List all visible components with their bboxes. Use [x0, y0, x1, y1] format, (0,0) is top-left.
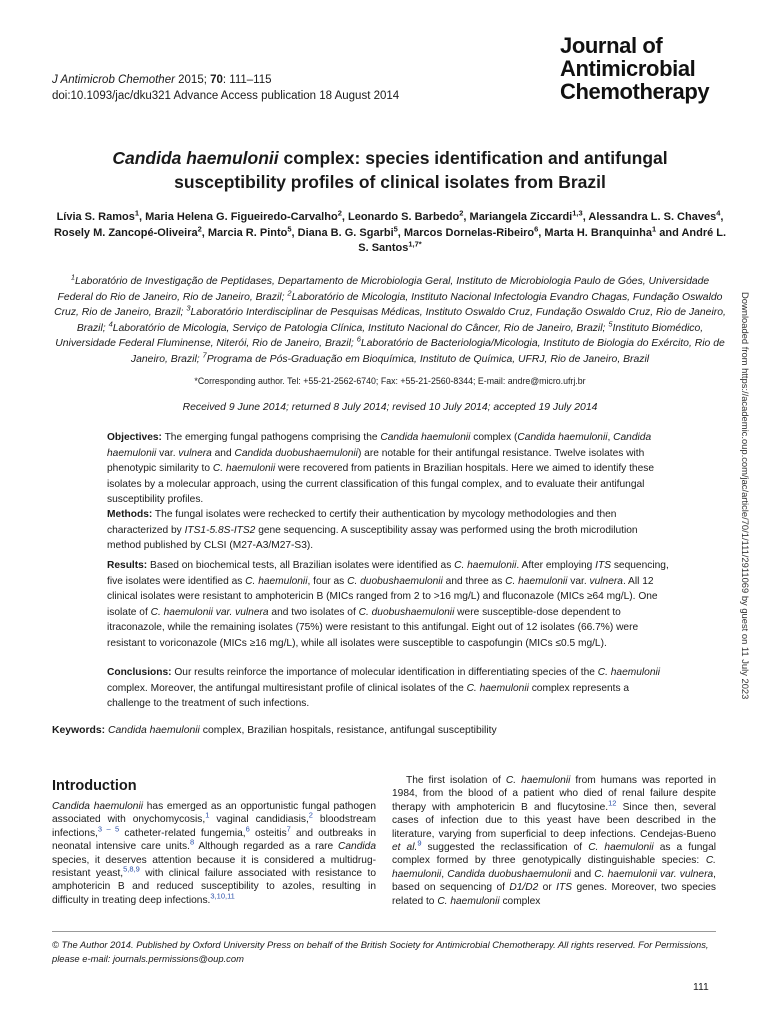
text-run: Based on biochemical tests, all Brazilian isolates were identified as: [147, 560, 455, 571]
author-separator: ,: [582, 211, 589, 223]
title-italic: Candida haemulonii: [112, 148, 279, 168]
text-run: var.: [567, 575, 590, 587]
text-run: complex. Moreover, the antifungal multiresistant profile of clinical isolates of the: [107, 682, 467, 694]
author-separator: ,: [397, 226, 404, 239]
text-run: were recovered from patients in Brazilian hospitals. Here we aimed to identify these isolates by a molecular approach, using the current classification of this fungal complex, and to evaluate their antifungal susceptibility profiles.: [107, 463, 655, 505]
author-name: Leonardo S. Barbedo: [347, 211, 460, 223]
text-run: vaginal candidiasis,: [209, 814, 309, 826]
italic-text: Candida haemulonii: [52, 801, 143, 812]
author-affiliation-mark: 1: [652, 223, 657, 233]
italic-text: ITS: [595, 560, 611, 571]
reference-link[interactable]: 1: [205, 811, 210, 821]
text-run: bloodstream infections,: [52, 814, 376, 839]
author-separator: ,: [720, 211, 724, 223]
text-run: complex: [499, 895, 541, 907]
journal-logo-line: Antimicrobial: [560, 56, 696, 81]
author-affiliation-mark: 2: [197, 223, 202, 233]
author-list: [52, 210, 728, 257]
italic-text: C. haemulonii var. vulnera: [150, 606, 269, 618]
affiliation-text: Instituto Biomédico, Universidade Federal Fluminense, Niterói, Rio de Janeiro, Brazil;: [55, 322, 704, 349]
italic-text: C. haemulonii: [505, 575, 568, 587]
journal-logo-line: Journal of: [560, 33, 663, 58]
italic-text: C. haemulonii: [245, 575, 308, 587]
italic-text: C. haemulonii: [454, 560, 517, 571]
corresponding-author: *Corresponding author. Tel: +55-21-2562-6740; Fax: +55-21-2560-8344; E-mail: andre@micro.ufrj.br: [194, 376, 586, 386]
text-run: gene sequencing. A susceptibility assay was performed using the broth microdilution method published by CLSI (M27-A3/M27-S3).: [107, 524, 638, 551]
text-run: or: [538, 882, 557, 894]
journal-logo-line: Chemotherapy: [560, 79, 710, 104]
italic-text: vulnera: [589, 575, 623, 587]
citation-pages: : 111–115: [222, 74, 272, 86]
author-separator: ,: [341, 211, 348, 223]
results-label: Results:: [107, 560, 148, 571]
italic-text: C. duobushaemulonii: [347, 575, 443, 587]
text-run: , based on sequencing of: [392, 868, 716, 894]
affiliation-text: Laboratório de Micologia, Instituto Nacional Infectologia Evandro Chagas, Fundação Oswaldo Cruz, Rio de Janeiro, Brazil;: [54, 291, 723, 318]
page-number: 111: [693, 982, 709, 993]
italic-text: C. haemulonii: [437, 895, 500, 907]
title-line2: susceptibility profiles of clinical isolates from Brazil: [174, 172, 606, 192]
text-run: The fungal isolates were rechecked to certify their authentication by mycology methodologies and then characterized by: [107, 509, 617, 536]
italic-text: ITS: [556, 882, 573, 894]
italic-text: C. haemulonii: [466, 682, 529, 694]
text-run: and two isolates of: [268, 606, 359, 618]
author-name: Marcia R. Pinto: [207, 226, 288, 239]
article-title: [52, 146, 728, 194]
author-name: Mariangela Ziccardi: [469, 211, 573, 223]
conclusions-text: [107, 667, 660, 709]
author-affiliation-mark: 6: [534, 223, 539, 233]
text-run: complex represents a challenge to the treatment of such infections.: [107, 682, 630, 709]
text-run: The emerging fungal pathogens comprising the: [161, 432, 381, 443]
author-name: Marta H. Branquinha: [544, 226, 652, 239]
affiliation-mark: 4: [108, 319, 113, 329]
journal-abbrev: J Antimicrob Chemother: [52, 74, 175, 86]
affiliation-mark: 1: [70, 272, 75, 282]
author-name: Alessandra L. S. Chaves: [588, 211, 717, 223]
text-run: osteitis: [249, 827, 287, 839]
affiliation-mark: 6: [356, 334, 361, 344]
abstract-results: [107, 558, 671, 651]
affiliations: [52, 274, 728, 367]
citation-line: [52, 72, 399, 88]
intro-column-left: [52, 800, 376, 907]
italic-text: Candida haemulonii: [517, 432, 608, 443]
abstract-methods: [107, 507, 671, 554]
italic-text: C. haemulonii: [392, 855, 716, 880]
citation-year: 2015;: [174, 74, 211, 86]
text-run: Since then, several cases of infection due to this yeast have been described in the literature, varying from superficial to deep infections. Cendejas-Bueno: [392, 801, 716, 840]
text-run: complex (: [470, 432, 518, 443]
italic-text: Candida haemulonii: [380, 432, 471, 443]
text-run: sequencing, five isolates were identified as: [107, 560, 669, 587]
text-run: ,: [607, 432, 614, 443]
italic-text: Candida haemulonii: [108, 725, 200, 736]
text-run: Our results reinforce the importance of molecular identification in differentiating species of the: [171, 667, 598, 678]
keywords-label: Keywords:: [52, 725, 106, 736]
text-run: ) are notable for their antifungal resistance. Twelve isolates with phenotypic similarity to: [107, 447, 645, 474]
author-affiliation-mark: 2: [459, 208, 464, 218]
italic-text: Candida duobushaemulonii: [447, 868, 572, 880]
author-affiliation-mark: 2: [337, 208, 342, 218]
introduction-heading: Introduction: [52, 778, 137, 794]
objectives-text: [107, 432, 654, 505]
keywords-text: [105, 725, 497, 736]
author-name: Marcos Dornelas-Ribeiro: [403, 226, 535, 239]
citation-volume: 70: [210, 74, 223, 86]
text-run: . After employing: [516, 560, 596, 571]
author-separator: and: [656, 226, 682, 239]
affiliation-mark: 2: [287, 288, 292, 298]
author-separator: ,: [201, 226, 208, 239]
author-name: Maria Helena G. Figueiredo-Carvalho: [145, 211, 338, 223]
received-dates: Received 9 June 2014; returned 8 July 2014; revised 10 July 2014; accepted 19 July 2014: [182, 402, 598, 413]
affiliation-mark: 3: [186, 303, 191, 313]
affiliation-mark: 5: [608, 319, 613, 329]
text-run: has emerged as an opportunistic fungal pathogen associated with onychomycosis,: [52, 801, 376, 826]
results-text: [107, 560, 669, 649]
italic-text: ITS1-5.8S-ITS2: [184, 524, 256, 536]
text-run: catheter-related fungemia,: [119, 827, 246, 839]
author-affiliation-mark: 4: [716, 208, 721, 218]
footer-divider: [52, 931, 716, 932]
text-run: The first isolation of: [406, 775, 506, 786]
keywords: [52, 723, 497, 738]
text-run: genes. Moreover, two species related to: [392, 882, 716, 907]
author-name: André L. S. Santos: [358, 226, 727, 254]
reference-link[interactable]: 12: [608, 798, 617, 808]
download-notice[interactable]: Downloaded from https://academic.oup.com/jac/article/70/1/111/2911069 by guest on 11 July 2023: [740, 292, 751, 700]
text-run: and three as: [442, 575, 506, 587]
author-separator: ,: [139, 211, 146, 223]
italic-text: C. haemulonii: [597, 667, 661, 678]
text-run: ,: [441, 868, 448, 880]
affiliation-text: Laboratório de Micologia, Serviço de Patologia Clínica, Instituto Nacional do Câncer, Rio de Janeiro, Brazil;: [112, 322, 609, 334]
text-run: var.: [156, 447, 179, 459]
affiliation-text: Programa de Pós-Graduação em Bioquímica, Instituto de Química, UFRJ, Rio de Janeiro, Brazil: [206, 353, 650, 365]
abstract-objectives: [107, 430, 671, 508]
text-run: suggested the reclassification of: [421, 842, 589, 854]
italic-text: Candida haemulonii: [107, 432, 652, 459]
reference-link[interactable]: 3 – 5: [97, 824, 120, 834]
italic-text: C. duobushaemulonii: [358, 606, 455, 618]
reference-link[interactable]: 6: [245, 824, 250, 834]
copyright-notice: © The Author 2014. Published by Oxford University Press on behalf of the British Society for Antimicrobial Chemotherapy. All rights reserved. For Permissions, please e-mail: journals.permissions@oup.com: [52, 939, 709, 964]
affiliation-text: Laboratório Interdisciplinar de Pesquisas Médicas, Instituto Oswaldo Cruz, Fundação Oswaldo Cruz, Rio de Janeiro, Brazil;: [76, 307, 726, 334]
italic-text: C. haemulonii: [212, 463, 276, 474]
italic-text: Candida duobushaemulonii: [234, 447, 358, 459]
methods-text: [107, 509, 638, 551]
affiliation-text: Laboratório de Investigação de Peptidases, Departamento de Microbiologia Geral, Instituto de Microbiologia Paulo de Góes, Universidade Federal do Rio de Janeiro, Rio de Janeiro, Brazil;: [57, 276, 710, 303]
reference-link[interactable]: 5,8,9: [123, 864, 140, 874]
text-run: . All 12 clinical isolates were resistant to amphotericin B (MICs ranged from 2 to >16 mg/L) and fluconazole (MICs ≥64 mg/L). One isolate of: [107, 575, 658, 618]
author-name: Rosely M. Zancopé-Oliveira: [53, 226, 198, 239]
italic-text: C. haemulonii: [588, 842, 654, 854]
intro-column-right: [392, 774, 716, 908]
text-run: were susceptible-dose dependent to itraconazole, while the remaining isolates (75%) were resistant to this antifungal. Eight out of 12 isolates (66.7%) were resistant to voriconazole (MICs ≥16 mg/L), while all isolates were susceptible to caspofungin (MICs ≤0.5 mg/L).: [107, 606, 639, 649]
italic-text: D1/D2: [509, 882, 539, 894]
author-affiliation-mark: 1: [134, 208, 139, 218]
text-run: from humans was reported in 1984, from the blood of a patient who died of renal failure despite therapy with amphotericin B and flucytosine.: [392, 775, 716, 813]
reference-link[interactable]: 9: [417, 838, 422, 848]
text-run: with clinical failure associated with resistance to amphotericin B and reduced susceptibility to azoles, resulting in difficulty in treating deep infections.: [52, 868, 377, 906]
journal-logo: [560, 34, 709, 103]
affiliation-mark: 7: [202, 350, 207, 360]
reference-link[interactable]: 8: [189, 837, 195, 847]
text-run: and: [571, 868, 595, 880]
author-affiliation-mark: 1,7*: [408, 239, 422, 249]
reference-link[interactable]: 2: [308, 811, 313, 821]
author-affiliation-mark: 5: [287, 223, 292, 233]
objectives-label: Objectives:: [107, 432, 162, 443]
author-separator: ,: [291, 226, 298, 239]
text-run: and outbreaks in neonatal intensive care units.: [52, 827, 376, 853]
italic-text: C. haemulonii var. vulnera: [594, 868, 714, 880]
methods-label: Methods:: [107, 509, 153, 520]
text-run: as a fungal complex formed by three genotypically distinguishable species:: [392, 842, 716, 867]
author-name: Diana B. G. Sgarbi: [297, 226, 394, 239]
title-rest: complex: species identification and antifungal: [278, 148, 668, 168]
reference-link[interactable]: 7: [286, 824, 291, 834]
author-affiliation-mark: 1,3: [572, 208, 583, 218]
italic-text: Candida: [338, 841, 376, 853]
text-run: Although regarded as a rare: [194, 841, 339, 853]
author-separator: ,: [538, 226, 545, 239]
doi-line[interactable]: doi:10.1093/jac/dku321 Advance Access publication 18 August 2014: [52, 90, 400, 102]
author-separator: ,: [463, 211, 470, 223]
author-name: Lívia S. Ramos: [56, 211, 135, 223]
italic-text: et al.: [392, 842, 418, 854]
text-run: , four as: [307, 575, 348, 587]
text-run: complex, Brazilian hospitals, resistance, antifungal susceptibility: [199, 725, 497, 736]
text-run: and: [211, 447, 235, 459]
citation-block: [52, 72, 399, 104]
abstract-conclusions: [107, 665, 671, 712]
italic-text: vulnera: [178, 447, 212, 459]
italic-text: C. haemulonii: [505, 775, 571, 786]
text-run: species, it deserves attention because it is considered a multidrug-resistant yeast,: [52, 854, 376, 880]
author-affiliation-mark: 5: [393, 223, 398, 233]
conclusions-label: Conclusions:: [107, 667, 172, 678]
affiliation-text: Laboratório de Bacteriologia/Micologia, Instituto de Biologia do Exército, Rio de Janeiro, Brazil;: [130, 338, 725, 365]
reference-link[interactable]: 3,10,11: [210, 891, 235, 901]
